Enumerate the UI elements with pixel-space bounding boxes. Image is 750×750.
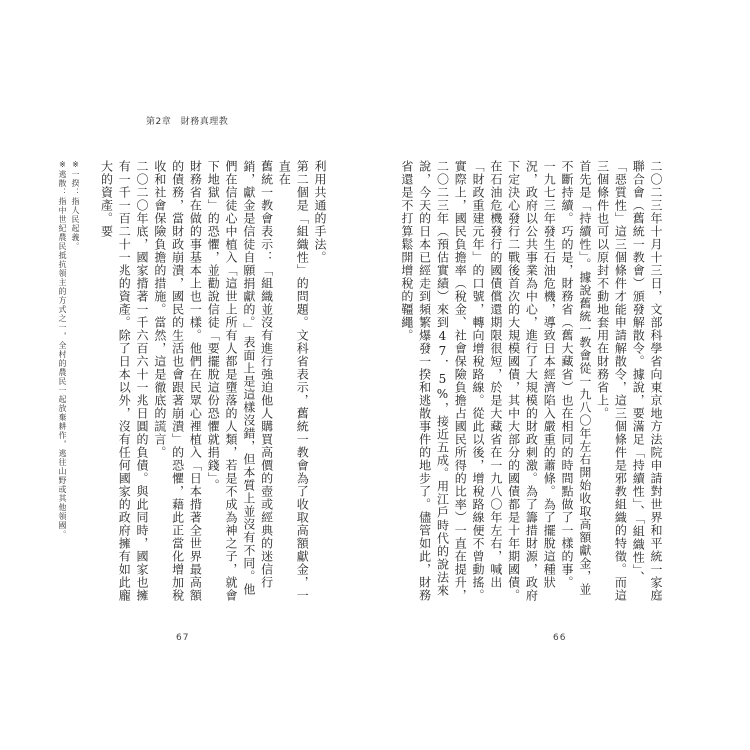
paragraph: 二〇二〇年底，國家揹著一千六百六十一兆日圓的負債。與此同時，國家也擁有一千一百二十一兆的資產。除了日本以外，沒有任何國家的政府擁有如此龐大的資產。要 <box>99 160 150 602</box>
paragraph: 首先是「持續性」。據說舊統一教會從一九八〇年左右開始收取高額獻金，並不斷持續。巧的是，財務省（舊大藏省）也在相同的時間點做了一樣的事。 <box>560 160 592 596</box>
paragraph: 舊統一教會表示：「組織並沒有進行強迫他人購買高價的壺或經典的迷信行銷，獻金是信徒自願捐獻的。」表面上是這樣沒錯，但本質上並沒有不同。他們在信徒心中植入「這世上所有人都是墮落的人類，若是不成為神之子，就會下地獄」的恐懼，並勸說信徒「要擺脫這份恐懼就捐錢」。 <box>206 160 274 602</box>
left-page-body <box>92 160 328 602</box>
paragraph: 利用共通的手法。 <box>313 160 327 264</box>
paragraph: 財務省在做的事基本上也一樣。他們在民眾心裡植入「日本揹著全世界最高額的債務，當財政崩潰，國民的生活也會跟著崩潰」的恐懼，藉此正當化增加稅收和社會保險負擔的措施。當然，這是徹底的謊言。 <box>152 160 203 602</box>
paragraph: 二〇二三年十月十三日，文部科學省向東京地方法院申請對世界和平統一家庭聯合會（舊統一教會）頒發解散令。據說，要滿足「持續性」、「組織性」、「惡質性」這三個條件才能申請解散令，這三個條件是邪教組織的特徵。而這三個條件也可以原封不動地套用在財務省上。 <box>595 160 663 602</box>
page-number: 67 <box>176 633 190 643</box>
right-page <box>375 0 750 750</box>
footnote: ※一揆：指人民起義。 <box>71 160 80 251</box>
page-number: 66 <box>553 633 567 643</box>
footnote: ※逃散：指中世紀農民抵抗領主的方式之一，全村的農民一起放棄耕作，逃往山野或其他領國。 <box>58 160 67 539</box>
right-page-body <box>399 160 664 602</box>
paragraph: 一九七三年發生石油危機，導致日本經濟陷入嚴重的蕭條。為了擺脫這種狀況，政府以公共事業為中心，進行了大規模的財政刺激。為了籌措財源，政府下定決心發行二戰後首次的大規模國債，其中大部分的國債都是十年期國債。在石油危機發行的國債償還期限很短，於是大藏省在一九八〇年左右，喊出「財政重建元年」的口號，轉向增稅路線。從此以後，增稅路線便不曾動搖。實際上，國民負擔率（稅金、社會保險負擔占國民所得的比率）一直在提升，二〇二三年（預估實績）來到47．5%，接近五成。用江戶時代的說法來說，今天的日本已經走到頻繁爆發一揆和逃散事件的地步了。儘管如此，財務省還是不打算鬆開增稅的韁繩。 <box>399 160 557 602</box>
paragraph: 第二個是「組織性」的問題。文科省表示，舊統一教會為了收取高額獻金，一直在 <box>277 160 310 602</box>
running-head: 第2章 財務真理教 <box>146 117 229 127</box>
footnotes <box>38 160 82 560</box>
